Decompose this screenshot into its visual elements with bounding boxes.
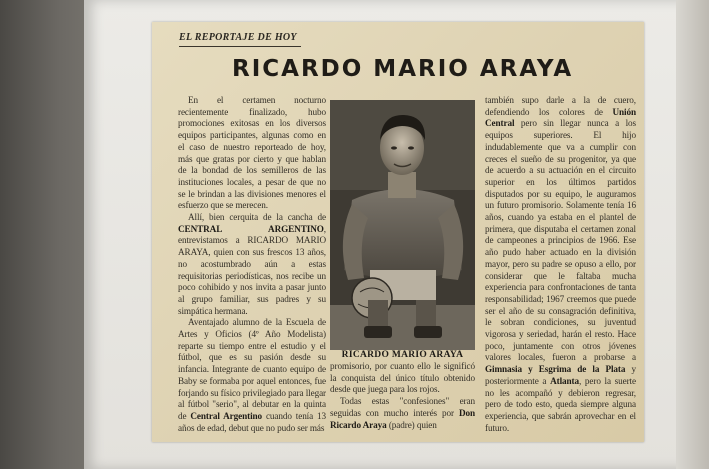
section-kicker: EL REPORTAJE DE HOY (179, 32, 297, 43)
paragraph: Allí, bien cerquita de la cancha de CENTRAL ARGENTINO, entrevistamos a RICARDO MARIO ARAYA, quien con sus frescos 13 años, no acostumbrado aún a estas requisitorias periodísticas, nos recibe un poco cohibido y nos invita a pasar junto al grupo familiar, sus padres y su simpática hermana. (178, 212, 326, 316)
article-column-1 (178, 95, 326, 434)
paragraph: Todas estas "confesiones" eran seguidas con mucho interés por Don Ricardo Araya (padre) quien (330, 396, 475, 430)
paragraph: Aventajado alumno de la Escuela de Artes y Oficios (4º Año Modelista) reparte su tiempo entre el estudio y el fútbol, que es su pasión desde su infancia. Integrante de cuanto equipo de Baby se formaba por aquel entonces, fue forjando su físico privilegiado para llegar al fútbol "serio", al debutar en la quinta de Central Argentino cuando tenía 13 años de edad, debut que no pudo ser más (178, 317, 327, 433)
club-name: Central Argentino (190, 410, 263, 421)
club-name: Unión Central (485, 106, 636, 129)
player-portrait-image (330, 100, 475, 350)
paragraph: también supo darle a la de cuero, defendiendo los colores de Unión Central pero sin llegar nunca a los equipos superiores. El hijo indudablemente que va a cumplir con creces el sueño de su progenitor, ya que de acuerdo a su actuación en el circuito superior en los últimos partidos disputados por su equipo, le auguramos un futuro promisorio. Solamente tenía 16 años, cuando ya estaba en el plantel de primera, que disputaba el certamen zonal de campeones a principios de 1966. Ese año pudo haber actuado en la división mayor, pero su padre se opuso a ello, por considerar que le faltaba mucha experiencia para confrontaciones de tanta responsabilidad; 1967 creemos que puede ser el año de su consagración definitiva, le sobran condiciones, su juventud vigorosa y seriedad, harán el resto. Hace poco, juntamente con otros jóvenes valores locales, fueron a probarse a Gimnasia y Esgrima de la Plata y posteriormente a Atlanta, pero la suerte no les acompañó y debieron regresar, pero de todo esto, queda siempre alguna experiencia, que sabrán aprovechar en el futuro. (485, 95, 636, 433)
background-left (0, 0, 96, 469)
headline: RICARDO MARIO ARAYA (232, 56, 574, 82)
article-column-2 (330, 361, 475, 431)
paragraph: promisorio, por cuanto ello le significó la conquista del único título obtenido desde que juega para los rojos. (330, 361, 475, 395)
newspaper-clipping (152, 22, 644, 442)
paragraph: En el certamen nocturno recientemente finalizado, hubo promociones exitosas en los diversos equipos participantes, algunas como en el caso de nuestro reporteado de hoy, más que gratas por cierto y que hablan de la bondad de los semilleros de las instituciones locales, a pesar de que no se le brindan a las divisiones menores el esfuerzo que se merecen. (178, 95, 326, 211)
person-name: Don Ricardo Araya (330, 407, 475, 430)
background-right (676, 0, 709, 469)
article-column-3 (485, 95, 636, 434)
player-photo (330, 100, 475, 350)
kicker-underline (179, 46, 301, 47)
club-name: Gimnasia y Esgrima de la Plata (485, 364, 626, 375)
club-name: CENTRAL ARGENTINO (178, 223, 324, 234)
club-name: Atlanta (550, 375, 579, 386)
photo-caption: RICARDO MARIO ARAYA (341, 350, 464, 360)
